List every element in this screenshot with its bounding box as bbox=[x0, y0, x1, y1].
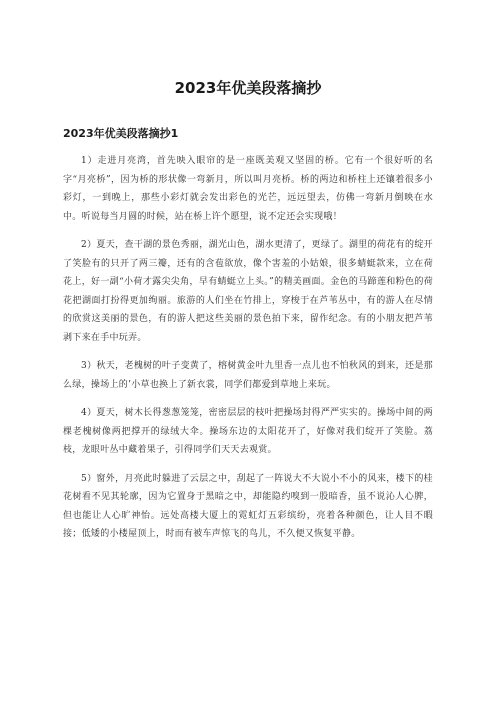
section-heading: 2023年优美段落摘抄1 bbox=[63, 127, 179, 140]
paragraph-3: 3）秋天，老槐树的叶子变黄了，榕树黄金叶九里香一点儿也不怕秋风的到来，还是那么绿，操场上的’小草也换上了新衣裳，同学们都爱到草地上来玩。 bbox=[63, 361, 433, 390]
paragraph-2: 2）夏天，查干湖的景色秀丽，湖光山色，湖水更清了，更绿了。湖里的荷花有的绽开了笑脸有的只开了两三瓣，还有的含苞欲放，像个害羞的小姑娘，很多蜻蜓款来，立在荷花上，好一副“小荷才露尖尖角，早有蜻蜓立上头。”的精美画面。金色的马蹄莲和粉色的荷花把湖面打扮得更加绚丽。旅游的人们坐在竹排上，穿梭于在芦苇丛中，有的游人在尽情的欣赏这美丽的景色，有的游人把这些美丽的景色拍下来，留作纪念。有的小朋友把芦苇剥下来在手中玩弄。 bbox=[63, 240, 433, 343]
paragraph-1: 1）走进月亮湾，首先映入眼帘的是一座既美观又坚固的桥。它有一个很好听的名字“月亮桥”，因为桥的形状像一弯新月，所以叫月亮桥。桥的两边和桥柱上还镶着很多小彩灯，一到晚上，那些小彩灯就会发出彩色的光芒，远远望去，仿佛一弯新月倒映在水中。听说每当月圆的时候，站在桥上许个愿望，说不定还会实现哦！ bbox=[63, 156, 433, 222]
document-body bbox=[63, 152, 433, 554]
paragraph-5: 5）窗外，月亮此时躲进了云层之中，刮起了一阵说大不大说小不小的风来，楼下的桂花树看不见其轮廓，因为它置身于黑暗之中，却能隐约嗅到一股暗香，虽不说沁人心脾，但也能让人心旷神怡。远处高楼大厦上的霓虹灯五彩缤纷，亮着各种颜色，让人目不暇接；低矮的小楼屋顶上，时而有被车声惊飞的鸟儿，不久便又恢复平静。 bbox=[63, 473, 433, 539]
paragraph-4: 4）夏天，树木长得葱葱笼笼，密密层层的枝叶把操场封得严严实实的。操场中间的两棵老槐树像两把撑开的绿绒大伞。操场东边的太阳花开了，好像对我们绽开了笑脸。荔枝，龙眼叶丛中藏着果子，引得同学们天天去观赏。 bbox=[63, 408, 433, 455]
document-title: 2023年优美段落摘抄 bbox=[174, 79, 322, 97]
